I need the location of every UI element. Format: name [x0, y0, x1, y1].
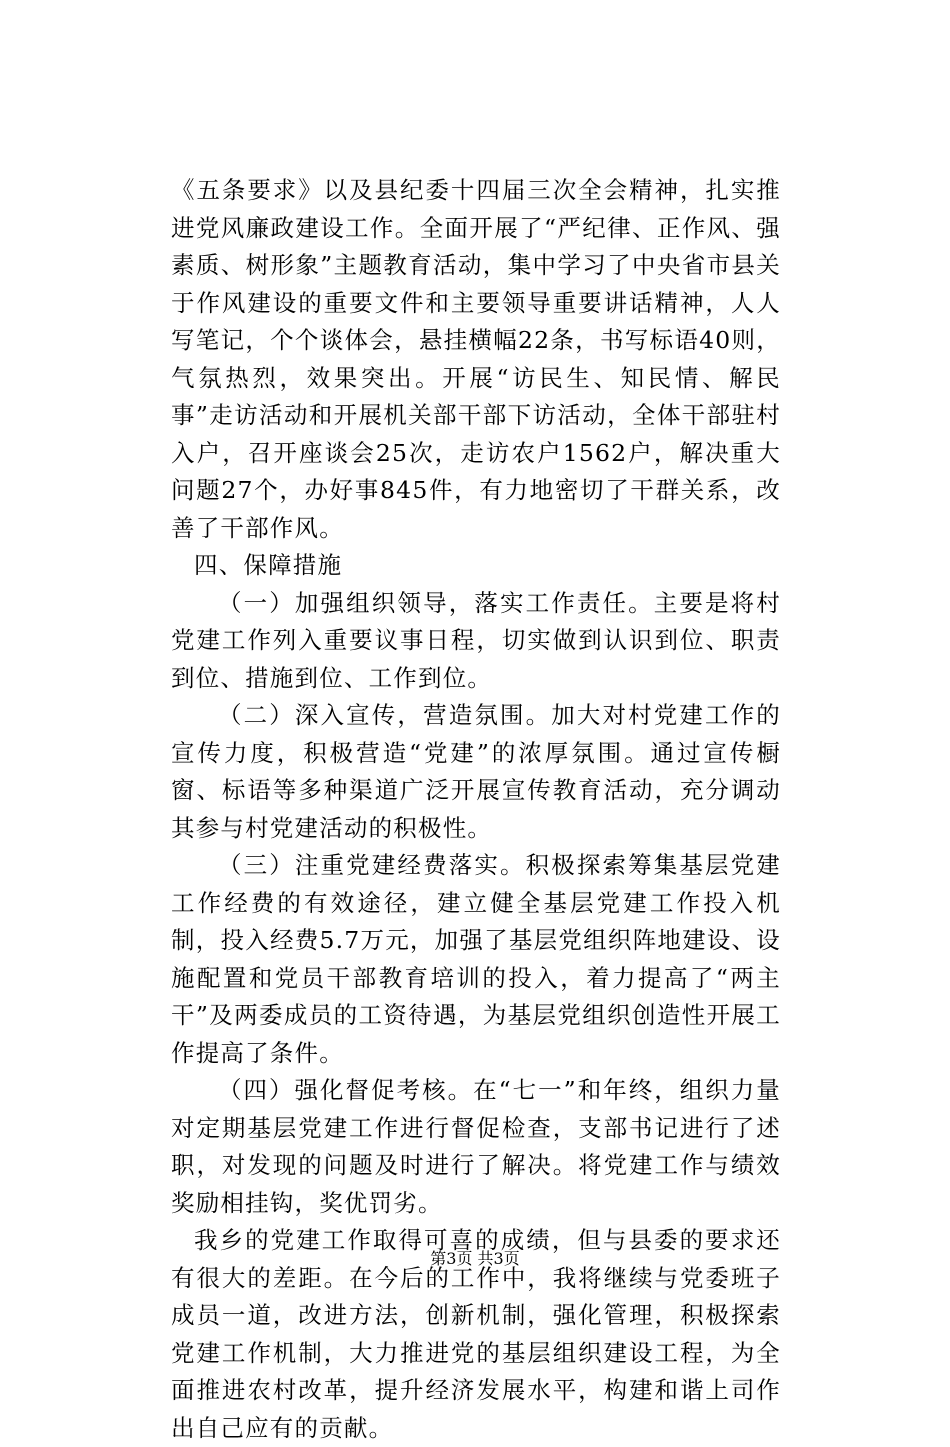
paragraph-conclusion: 我乡的党建工作取得可喜的成绩，但与县委的要求还有很大的差距。在今后的工作中，我将继续与党委班子成员一道，改进方法，创新机制，强化管理，积极探索党建工作机制，大力推进党的基层组织建设工程，为全面推进农村改革，提升经济发展水平，构建和谐上司作出自己应有的贡献。	[171, 1226, 781, 1442]
paragraph-measure-2: （二）深入宣传，营造氛围。加大对村党建工作的宣传力度，积极营造“党建”的浓厚氛围。通过宣传橱窗、标语等多种渠道广泛开展宣传教育活动，充分调动其参与村党建活动的积极性。	[171, 701, 781, 842]
section-heading-safeguards: 四、保障措施	[194, 551, 343, 579]
paragraph-party-conduct: 《五条要求》以及县纪委十四届三次全会精神，扎实推进党风廉政建设工作。全面开展了“严纪律、正作风、强素质、树形象”主题教育活动，集中学习了中央省市县关于作风建设的重要文件和主要领导重要讲话精神，人人写笔记，个个谈体会，悬挂横幅22条，书写标语40则，气氛热烈，效果突出。开展“访民生、知民情、解民事”走访活动和开展机关部干部下访活动，全体干部驻村入户，召开座谈会25次，走访农户1562户，解决重大问题27个，办好事845件，有力地密切了干群关系，改善了干部作风。	[171, 176, 781, 542]
paragraph-measure-3: （三）注重党建经费落实。积极探索筹集基层党建工作经费的有效途径，建立健全基层党建工作投入机制，投入经费5.7万元，加强了基层党组织阵地建设、设施配置和党员干部教育培训的投入，着力提高了“两主干”及两委成员的工资待遇，为基层党组织创造性开展工作提高了条件。	[171, 851, 781, 1067]
paragraph-measure-4: （四）强化督促考核。在“七一”和年终，组织力量对定期基层党建工作进行督促检查，支部书记进行了述职，对发现的问题及时进行了解决。将党建工作与绩效奖励相挂钩，奖优罚劣。	[171, 1076, 781, 1217]
page-number-footer: 第3页 共3页	[430, 1249, 520, 1268]
paragraph-measure-1: （一）加强组织领导，落实工作责任。主要是将村党建工作列入重要议事日程，切实做到认识到位、职责到位、措施到位、工作到位。	[171, 588, 781, 692]
